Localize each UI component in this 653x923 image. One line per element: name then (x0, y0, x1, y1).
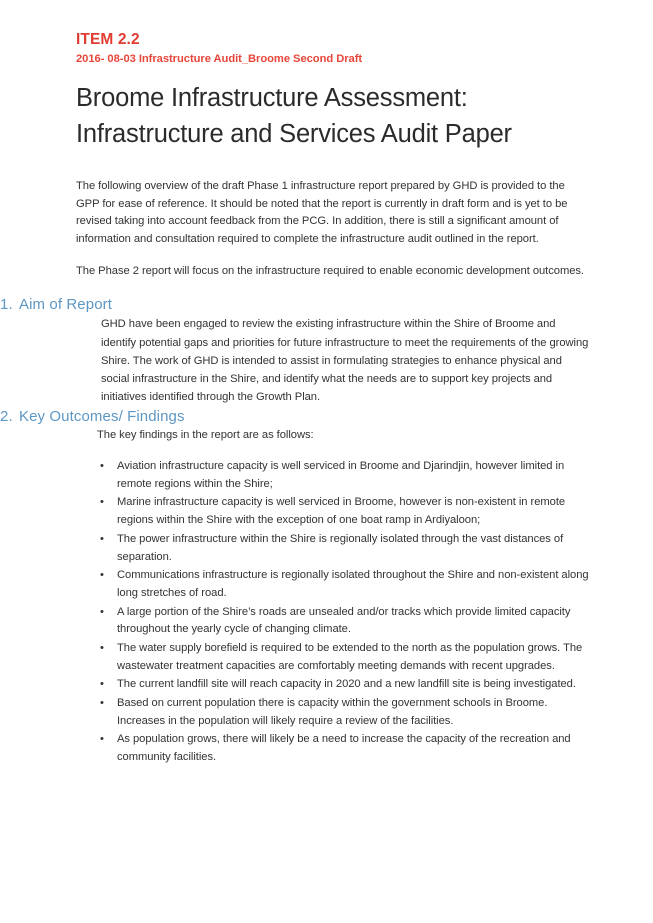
list-item (0, 676, 653, 694)
section-body-aim-of-report: GHD have been engaged to review the existing infrastructure within the Shire of Broome and identify potential gaps and priorities for future infrastructure to meet the requirements of the growing Shire. The work of GHD is intended to assist in formulating strategies to enhance physical and social infrastructure in the Shire, and identify what the needs are to support key projects and initiatives identified through the Growth Plan. (101, 318, 589, 403)
list-item-text: Aviation infrastructure capacity is well serviced in Broome and Djarindjin, however limited in remote regions within the Shire; (117, 460, 565, 490)
document-subtitle: 2016- 08-03 Infrastructure Audit_Broome Second Draft (76, 53, 363, 66)
bullet-icon: • (100, 532, 104, 545)
page-title-line-1: Broome Infrastructure Assessment: (76, 84, 468, 112)
intro-paragraph-2: The Phase 2 report will focus on the infrastructure required to enable economic development outcomes. (76, 264, 584, 277)
section-heading-key-outcomes (0, 406, 653, 427)
key-findings-list (0, 458, 653, 767)
bullet-icon: • (100, 569, 104, 582)
list-item (0, 640, 653, 675)
section-title-1: Aim of Report (19, 296, 112, 314)
document-body (0, 178, 653, 768)
list-item (0, 567, 653, 602)
list-item-text: The water supply borefield is required to be extended to the north as the population grows. The wastewater treatment capacities are comfortably meeting demands with recent upgrades. (117, 641, 583, 672)
findings-lead-in: The key findings in the report are as follows: (97, 429, 314, 442)
section-number-2: 2. (0, 408, 13, 426)
bullet-icon: • (100, 460, 104, 473)
bullet-icon: • (100, 605, 104, 618)
list-item-text: Communications infrastructure is regionally isolated throughout the Shire and non-existent along long stretches of road. (117, 569, 589, 599)
page-title-line-2: Infrastructure and Services Audit Paper (76, 120, 512, 149)
list-item (0, 494, 653, 529)
page-title (76, 80, 606, 152)
list-item-text: A large portion of the Shire’s roads are unsealed and/or tracks which provide limited capacity throughout the yearly cycle of changing climate. (117, 605, 571, 636)
list-item-text: As population grows, there will likely be a need to increase the capacity of the recreation and community facilities. (117, 733, 571, 764)
item-number: ITEM 2.2 (76, 31, 140, 48)
document-header (76, 30, 596, 66)
list-item-text: The power infrastructure within the Shire is regionally isolated through the vast distances of separation. (117, 532, 564, 563)
list-item-text: The current landfill site will reach capacity in 2020 and a new landfill site is being investigated. (117, 678, 576, 691)
section-title-2: Key Outcomes/ Findings (19, 408, 185, 426)
bullet-icon: • (100, 641, 104, 654)
bullet-icon: • (100, 697, 104, 709)
list-item (0, 531, 653, 566)
list-item (0, 458, 653, 493)
list-item (0, 695, 653, 730)
intro-paragraph-1: The following overview of the draft Phase 1 infrastructure report prepared by GHD is provided to the GPP for ease of reference. It should be noted that the report is currently in draft form and is yet to be revised taking into account feedback from the PCG. In addition, there is still a significant amount of information and consultation required to complete the infrastructure audit outlined in the report. (76, 180, 568, 246)
list-item-text: Based on current population there is capacity within the government schools in Broome. Increases in the population will likely require a review of the facilities. (117, 697, 548, 727)
list-item (0, 731, 653, 766)
section-heading-aim-of-report (0, 294, 653, 315)
list-item (0, 604, 653, 639)
section-number-1: 1. (0, 296, 13, 314)
bullet-icon: • (100, 733, 104, 746)
list-item-text: Marine infrastructure capacity is well serviced in Broome, however is non-existent in remote regions within the Shire with the exception of one boat ramp in Ardiyaloon; (117, 496, 566, 527)
bullet-icon: • (100, 678, 104, 691)
bullet-icon: • (100, 496, 104, 509)
